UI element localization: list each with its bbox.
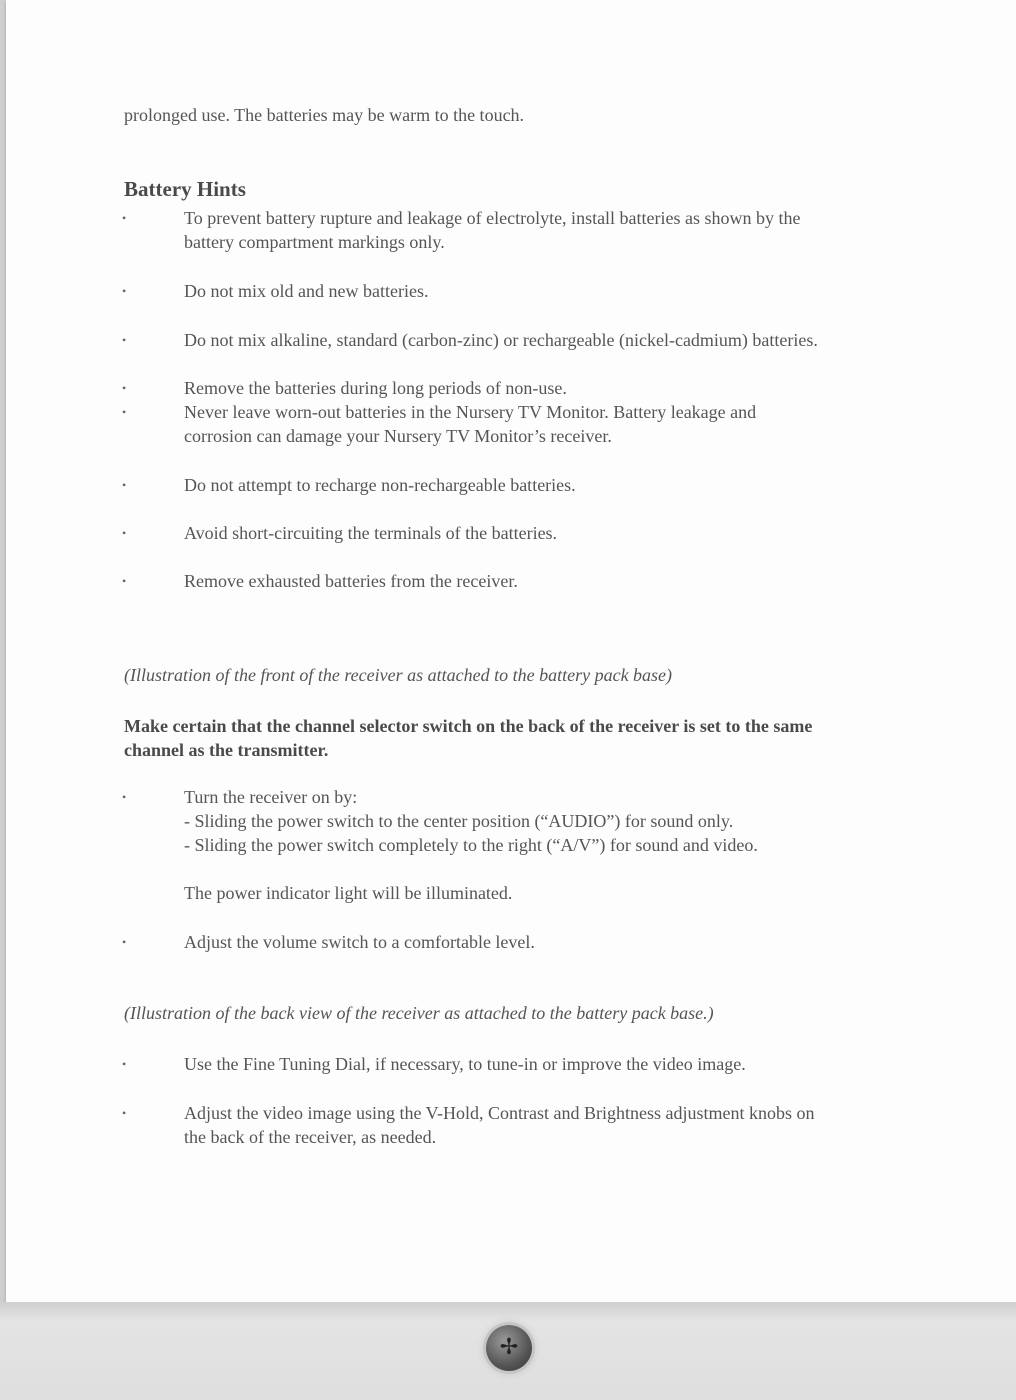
screw-head-icon: ✢ (499, 1335, 519, 1360)
list-item (184, 521, 557, 545)
power-indicator-note: The power indicator light will be illuminated. (184, 883, 513, 903)
list-item (184, 473, 576, 497)
bullet-icon: • (122, 935, 127, 949)
list-item (184, 569, 518, 593)
list-item-line: Never leave worn-out batteries in the Nursery TV Monitor. Battery leakage and (184, 402, 757, 422)
list-item-line: the back of the receiver, as needed. (184, 1127, 437, 1147)
list-item (184, 1101, 814, 1149)
list-item: Adjust the volume switch to a comfortable level. (184, 932, 535, 952)
list-item-turn-on (184, 785, 758, 857)
list-item (184, 279, 428, 303)
binder-screw (486, 1325, 532, 1371)
bullet-icon: • (122, 284, 127, 298)
bullet-icon: • (122, 478, 127, 492)
bullet-icon: • (122, 381, 127, 395)
channel-note (124, 714, 812, 762)
bullet-icon: • (122, 790, 127, 804)
list-item-line: Do not mix alkaline, standard (carbon-zinc) or rechargeable (nickel-cadmium) batteries. (184, 330, 818, 350)
list-item (184, 376, 567, 400)
bullet-icon: • (122, 574, 127, 588)
list-item-line: Remove exhausted batteries from the receiver. (184, 571, 518, 591)
list-item-line: battery compartment markings only. (184, 232, 445, 252)
list-item (184, 328, 818, 352)
channel-note-line: channel as the transmitter. (124, 740, 329, 760)
intro-line: prolonged use. The batteries may be warm to the touch. (124, 105, 525, 125)
list-item-line: corrosion can damage your Nursery TV Monitor’s receiver. (184, 426, 612, 446)
bullet-icon: • (122, 211, 127, 225)
list-item (184, 206, 801, 254)
bullet-icon: • (122, 1057, 127, 1071)
list-item: Use the Fine Tuning Dial, if necessary, to tune-in or improve the video image. (184, 1054, 746, 1074)
channel-note-line: Make certain that the channel selector switch on the back of the receiver is set to the same (124, 716, 813, 736)
list-item-line: - Sliding the power switch completely to the right (“A/V”) for sound and video. (184, 835, 758, 855)
list-item-line: Avoid short-circuiting the terminals of the batteries. (184, 523, 558, 543)
bullet-icon: • (122, 405, 127, 419)
bullet-icon: • (122, 526, 127, 540)
list-item-line: Remove the batteries during long periods of non-use. (184, 378, 567, 398)
list-item-line: Turn the receiver on by: (184, 787, 358, 807)
list-item-line: To prevent battery rupture and leakage of electrolyte, install batteries as shown by the (184, 208, 801, 228)
bullet-icon: • (122, 333, 127, 347)
bullet-icon: • (122, 1106, 127, 1120)
list-item-line: Adjust the video image using the V-Hold, Contrast and Brightness adjustment knobs on (184, 1103, 815, 1123)
list-item-line: - Sliding the power switch to the center position (“AUDIO”) for sound only. (184, 811, 734, 831)
section-heading: Battery Hints (124, 177, 246, 201)
list-item (184, 400, 756, 448)
illustration-caption-back: (Illustration of the back view of the receiver as attached to the battery pack base.) (124, 1003, 714, 1023)
illustration-caption-front: (Illustration of the front of the receiver as attached to the battery pack base) (124, 665, 673, 685)
list-item-line: Do not attempt to recharge non-rechargeable batteries. (184, 475, 576, 495)
list-item-line: Do not mix old and new batteries. (184, 281, 429, 301)
